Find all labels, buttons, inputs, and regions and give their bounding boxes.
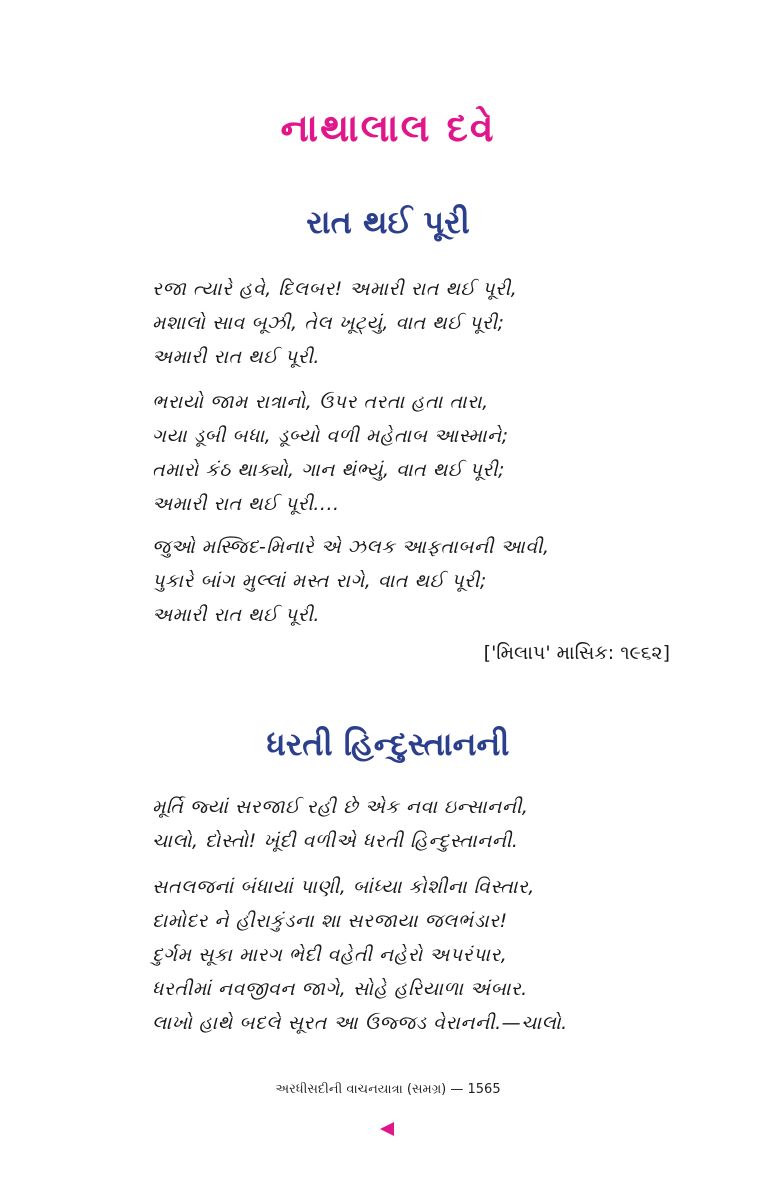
poem-line: મૂર્તિ જ્યાં સરજાઈ રહી છે એક નવા ઇન્સાનની, [152,796,529,818]
poem-line: ધરતીમાં નવજીવન જાગે, સોહે હરિયાળા અંબાર. [152,978,528,1000]
poem-line: લાખો હાથે બદલે સૂરત આ ઉજ્જડ વેરાનની.—ચાલો. [152,1012,568,1034]
author-name: નાથાલાલ દવે [280,106,496,150]
poem-source: ['મિલાપ' માસિક: ૧૯૬૨] [483,642,670,664]
poem-line: ચાલો, દોસ્તો! ખૂંદી વળીએ ધરતી હિન્દુસ્તાનની. [152,830,519,852]
poem-line: ગયા ડૂબી બધા, ડૂબ્યો વળી મહેતાબ આસ્માને; [152,425,509,447]
poem-line: મશાલો સાવ બૂઝી, તેલ ખૂટ્યું, વાત થઈ પૂરી; [152,312,505,334]
left-arrow-icon[interactable] [380,1122,394,1136]
stanza [152,790,672,858]
poem-line: તમારો કંઠ થાક્યો, ગાન થંભ્યું, વાત થઈ પૂરી; [152,459,505,481]
poem-line: પુકારે બાંગ મુલ્લાં મસ્ત રાગે, વાત થઈ પૂરી; [152,570,487,592]
stanza [152,272,672,374]
poem-line: દુર્ગમ સૂકા મારગ ભેદી વહેતી નહેરો અપરંપાર, [152,944,508,966]
stanza [152,870,672,1040]
poem-line: અમારી રાત થઈ પૂરી. [152,346,320,368]
stanza [152,530,672,632]
poem-line: જુઓ મસ્જિદ-મિનારે એ ઝલક આફતાબની આવી, [152,536,550,558]
poem-line: અમારી રાત થઈ પૂરી.... [152,493,340,515]
poem-line: ભરાયો જામ રાત્રાનો, ઉપર તરતા હતા તારા, [152,391,489,413]
poem-line: અમારી રાત થઈ પૂરી. [152,604,320,626]
poem-title-1: રાત થઈ પૂરી [306,203,470,241]
poem-line: રજા ત્યારે હવે, દિલબર! અમારી રાત થઈ પૂરી, [152,278,518,300]
poem-line: દામોદર ને હીરાકુંડના શા સરજાયા જલભંડાર! [152,910,508,932]
poem-line: સતલજનાં બંધાયાં પાણી, બાંધ્યા કોશીના વિસ્તાર, [152,876,535,898]
stanza [152,385,672,521]
poem-title-2: ધરતી હિન્દુસ્તાનની [266,725,510,763]
page-footer: અરધીસદીની વાચનયાત્રા (સમગ્ર) — 1565 [275,1082,501,1097]
